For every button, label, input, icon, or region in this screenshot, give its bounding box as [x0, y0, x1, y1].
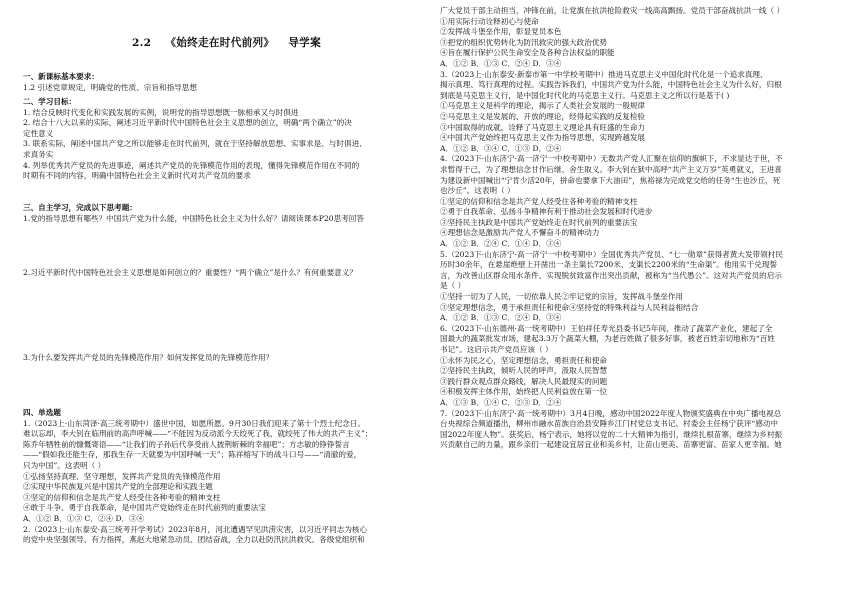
text-line: 4.（2023下·山东济宁·高一济宁一中校考期中）无数共产党人汇聚在信仰的旗帜下，不求显达于世，不: [440, 154, 783, 164]
text-line: ——“假如我还能生存，那我生存一天就要为中国呼喊一天”；陈祥榕写下的战斗口号——“清澈的爱，: [23, 450, 362, 460]
option-line: ③坚持民主执政是中国共产党始终走在时代前列的重要法宝: [440, 217, 638, 227]
option-line: ②马克思主义是发展的、开放的理论，经得起实践的反复检验: [440, 111, 646, 121]
section-single-choice: [23, 408, 425, 546]
option-line: ②勇于自我革命、弘扬斗争精神有利于推动社会发展和时代进步: [440, 207, 653, 217]
option-line: ①坚持一切为了人民，一切依靠人民②牢记党的宗旨，发挥战斗堡垒作用: [440, 292, 683, 302]
answer-choices: A．①② B．③④ C．①③ D．②④: [440, 143, 562, 153]
option-line: ①弘扬坚持真理、坚守理想，发挥共产党员的先锋模范作用: [23, 471, 221, 481]
option-line: ①坚定的信仰和信念是共产党人经受住各种考验的精神支柱: [440, 196, 638, 206]
answer-choices: A．①③ B．①④ C．②③ D．②④: [440, 397, 562, 407]
text-line: 6.（2023下·山东德州·高一统考期中）王伯祥任寿光县委书记5年间，推动了蔬菜产业化，建起了全: [440, 323, 773, 333]
option-line: ④理想信念是激励共产党人不懈奋斗的精神动力: [440, 228, 600, 238]
text-line: 到底是马克思主义行，是中国化时代化的马克思主义行。马克思主义之所以行是基于( ): [440, 90, 730, 100]
option-line: ③中国取得的成就，诠释了马克思主义理论具有旺盛的生命力: [440, 122, 646, 132]
option-line: ②实现中华民族复兴是中国共产党的全部理论和实践主题: [23, 482, 213, 492]
option-line: ①用实际行动诠释初心与使命: [440, 16, 539, 26]
section-heading: 三、自主学习，完成以下思考题：: [23, 203, 137, 212]
section-curriculum: [23, 72, 425, 93]
question-3-block: [23, 353, 425, 364]
option-line: ③践行群众观点群众路线，解决人民最现实的问题: [440, 376, 608, 386]
text-line: 求暂得于己，为了理想信念甘作后继、舍生取义。李大钊在狱中高呼“共产主义万岁”英勇就义，王进喜: [440, 164, 782, 174]
question-1: 1.党的指导思想有哪些？中国共产党为什么能，中国特色社会主义为什么好？请阅读课本P20思考回答: [23, 213, 364, 223]
answer-choices: A．①② B．①③ C．②④ D．③④: [440, 58, 562, 68]
page-title: [132, 38, 372, 49]
text-line: 4. 列举优秀共产党员的先进事迹，阐述共产党员的先锋模范作用的表现，懂得先锋模范作用在不同的: [23, 160, 360, 170]
section-heading: 四、单选题: [23, 408, 61, 417]
right-questions: [440, 6, 842, 451]
section-heading: 二、学习目标：: [23, 97, 77, 106]
option-line: ②发挥战斗堡垒作用，彰显党员本色: [440, 27, 562, 37]
text-line: 3.（2023上·山东泰安·新泰市第一中学校考期中）推进马克思主义中国化时代化是一个追求真理、: [440, 69, 768, 79]
text-line: 陈乔年牺牲前的慷慨寄语——“让我们的子孙后代享受前人披荆斩棘的幸福吧”；方志敏的铮铮誓言: [23, 439, 350, 449]
text-line: 是（ ）: [440, 281, 466, 291]
text-line: 5.（2023下·山东济宁·高一济宁一中校考期中）全国优秀共产党员、“七一勋章”获得者黄大发带领村民: [440, 249, 783, 259]
section-objectives: [23, 97, 425, 182]
text-line: 时期有不同的内容，明确中国特色社会主义新时代对共产党员的要求: [23, 171, 251, 181]
section-self-study: [23, 203, 425, 224]
text-line: 历时30余年，在悬崖绝壁上开凿出一条主渠长7200米、支渠长2200米的“生命渠”。他用实干兑现誓: [440, 260, 778, 270]
text-line: 定性意义: [23, 128, 54, 138]
option-line: ①马克思主义是科学的理论，揭示了人类社会发展的一般规律: [440, 101, 646, 111]
text-line: 2.（2023上·山东泰安·高三统考开学考试）2023年8月，河北遭遇罕见洪涝灾害，以习近平同志为核心: [23, 524, 368, 534]
text-line: 1.（2023上·山东菏泽·高三统考期中）盛世中国，如愿所愿。9月30日我们迎来了第十个烈士纪念日。: [23, 418, 366, 428]
question-2: 2.习近平新时代中国特色社会主义思想是如何创立的？重要性？“两个确立”是什么？有何重要意义？: [23, 268, 357, 277]
text-line: 只为中国”。这表明（ ）: [23, 460, 106, 470]
text-line: 台央视综合频道播出，柳州市融水苗族自治县安陲乡江门村党总支书记、村委会主任杨宁获评“感动中: [440, 419, 779, 429]
answer-choices: A．①② B．②④ C．①④ D．③④: [440, 239, 562, 249]
section-heading: 一、新课标基本要求：: [23, 72, 99, 81]
option-line: ④积极发挥主体作用，始终把人民利益放在第一位: [440, 387, 608, 397]
text-line: 求真务实: [23, 149, 54, 159]
text-line: 揭示真理、笃行真理的过程。实践告诉我们，中国共产党为什么能，中国特色社会主义为什么好，归根: [440, 80, 782, 90]
text-line: 的党中央坚强领导、有力指挥，燕赵大地紧急动员、团结奋战，全力以赴防汛抗洪救灾。各级党组织和: [23, 535, 365, 545]
text-line: 广大党员干部主动担当，冲锋在前，让党旗在抗洪抢险救灾一线高高飘扬。党员干部奋战抗洪一线（ ）: [440, 6, 785, 15]
option-line: ①永怀为民之心，坚定理想信念，勇担责任和使命: [440, 355, 608, 365]
option-line: ③坚定理想信念，勇于承担责任和使命④坚持党的特殊利益与人民利益相结合: [440, 302, 699, 312]
text-line: 7.（2023下·山东济宁·高一统考期中）3月4日晚，感动中国2022年度人物颁奖盛典在中央广播电视总: [440, 408, 782, 418]
text-line: 言，为改善山区群众用水条件、实现脱贫致富作出突出贡献，被称为“当代愚公”。这对共产党员的启示: [440, 270, 782, 280]
title-text: 《始终走在时代前列》: [165, 37, 275, 49]
option-line: ④中国共产党始终把马克思主义作为指导思想，实现跨越发展: [440, 133, 646, 143]
text-line: 也沙丘”。这表明（ ）: [440, 186, 515, 196]
question-2-block: [23, 268, 425, 279]
text-line: 难以忘却，李大钊在临刑前的高声呼喊——“不能因为反动派今天绞死了我，就绞死了伟大的共产主义”；: [23, 429, 373, 439]
answer-choices: A．①② B．①③ C．②④ D．③④: [23, 513, 145, 523]
option-line: ④旨在履行保护公民生命安全及各种合法权益的职能: [440, 48, 615, 58]
option-line: ④敢于斗争、勇于自我革命，是中国共产党始终走在时代前列的重要法宝: [23, 503, 266, 513]
text-line: 2. 结合十八大以来的实际，阐述习近平新时代中国特色社会主义思想的创立，明确“两个确立”的决: [23, 118, 352, 128]
option-line: ②坚持民主执政，倾听人民的呼声，汲取人民智慧: [440, 366, 608, 376]
text-line: 1.2 引述党章规定，明确党的性质、宗旨和指导思想: [23, 82, 197, 92]
text-line: 3. 联系实际，阐述中国共产党之所以能够走在时代前列，就在于坚持解放思想、实事求是、与时俱进、: [23, 139, 367, 149]
answer-choices: A．①② B．①③ C．②④ D．③④: [440, 313, 562, 323]
text-line: 为建设新中国喊出“宁肯少活20年，拼命也要拿下大油田”，焦裕禄为完成党交给的任务“生也沙丘，死: [440, 175, 781, 185]
title-subtitle: 导学案: [288, 37, 321, 49]
text-line: 兴贡献自己的力量，跟乡亲们一起建设宜居宜业和美乡村，让苗山更美、苗寨更富、苗家人更幸福。她: [440, 440, 782, 450]
text-line: 国最大的蔬菜批发市场，建起3.3万个蔬菜大棚，为老百姓做了很多好事，被老百姓亲切地称为“百姓: [440, 334, 775, 344]
section-number: 2.2: [132, 37, 152, 49]
text-line: 国2022年度人物”。获奖后，杨宁表示，她将以党的二十大精神为指引，继续扎根苗寨，继续为乡村振: [440, 429, 783, 439]
text-line: 书记”。这启示共产党员应该（ ）: [440, 345, 553, 354]
text-line: 1. 结合反映时代变化和实践发展的实例，说明党的指导思想既一脉相承又与时俱进: [23, 107, 299, 117]
question-3: 3.为什么要发挥共产党员的先锋模范作用？如何发挥党员的先锋模范作用？: [23, 353, 274, 362]
option-line: ③把党的组织优势转化为防汛救灾的强大政治优势: [440, 37, 608, 47]
option-line: ③坚定的信仰和信念是共产党人经受住各种考验的精神支柱: [23, 492, 221, 502]
